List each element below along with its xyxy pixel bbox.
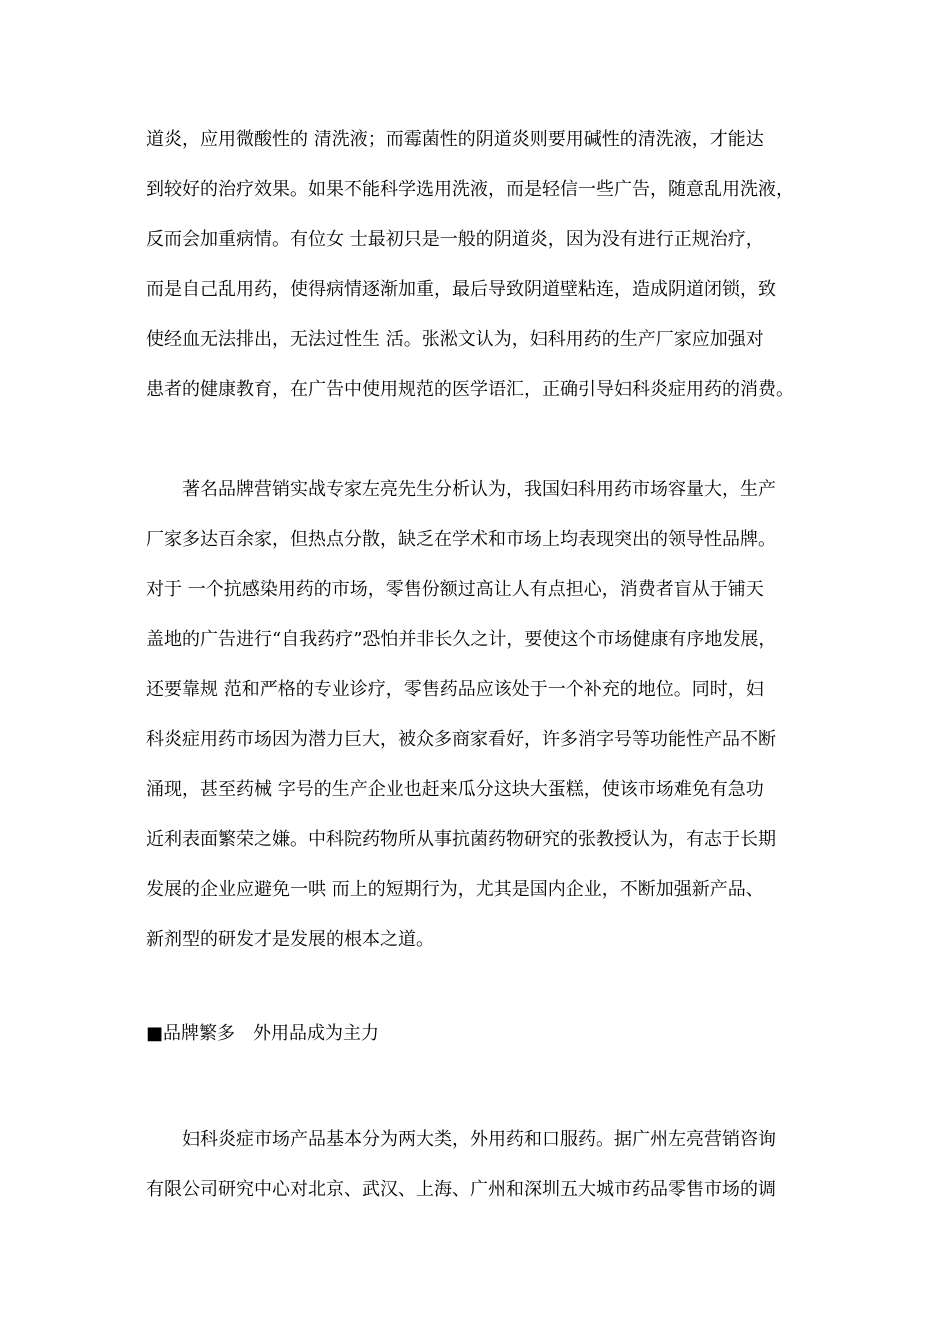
paragraph-3-line-2: 有限公司研究中心对北京、武汉、上海、广州和深圳五大城市药品零售市场的调 <box>146 1179 776 1200</box>
paragraph-2-line-7: 涌现，甚至药械 字号的生产企业也赶来瓜分这块大蛋糕，使该市场难免有急功 <box>146 779 764 800</box>
section-heading: ■品牌繁多 外用品成为主力 <box>146 1023 380 1044</box>
paragraph-2-line-6: 科炎症用药市场因为潜力巨大，被众多商家看好，许多消字号等功能性产品不断 <box>146 729 776 750</box>
paragraph-1-line-4: 而是自己乱用药，使得病情逐渐加重，最后导致阴道壁粘连，造成阴道闭锁，致 <box>146 279 776 300</box>
paragraph-2-line-2: 厂家多达百余家，但热点分散，缺乏在学术和市场上均表现突出的领导性品牌。 <box>146 529 776 550</box>
paragraph-1-line-3: 反而会加重病情。有位女 士最初只是一般的阴道炎，因为没有进行正规治疗， <box>146 229 764 250</box>
paragraph-2-line-1: 著名品牌营销实战专家左亮先生分析认为，我国妇科用药市场容量大，生产 <box>182 479 776 500</box>
paragraph-1-line-2: 到较好的治疗效果。如果不能科学选用洗液，而是轻信一些广告，随意乱用洗液， <box>146 179 794 200</box>
paragraph-2-line-3: 对于 一个抗感染用药的市场，零售份额过高让人有点担心，消费者盲从于铺天 <box>146 579 764 600</box>
paragraph-1-line-5: 使经血无法排出，无法过性生 活。张淞文认为，妇科用药的生产厂家应加强对 <box>146 329 764 350</box>
paragraph-2-line-10: 新剂型的研发才是发展的根本之道。 <box>146 929 434 950</box>
paragraph-2-line-8: 近利表面繁荣之嫌。中科院药物所从事抗菌药物研究的张教授认为，有志于长期 <box>146 829 776 850</box>
paragraph-2-line-9: 发展的企业应避免一哄 而上的短期行为，尤其是国内企业，不断加强新产品、 <box>146 879 764 900</box>
paragraph-1-line-6: 患者的健康教育，在广告中使用规范的医学语汇，正确引导妇科炎症用药的消费。 <box>146 379 794 400</box>
paragraph-2-line-5: 还要靠规 范和严格的专业诊疗，零售药品应该处于一个补充的地位。同时，妇 <box>146 679 764 700</box>
paragraph-1-line-1: 道炎，应用微酸性的 清洗液；而霉菌性的阴道炎则要用碱性的清洗液，才能达 <box>146 129 764 150</box>
paragraph-3-line-1: 妇科炎症市场产品基本分为两大类，外用药和口服药。据广州左亮营销咨询 <box>182 1129 776 1150</box>
paragraph-2-line-4: 盖地的广告进行“自我药疗”恐怕并非长久之计，要使这个市场健康有序地发展， <box>146 629 777 650</box>
